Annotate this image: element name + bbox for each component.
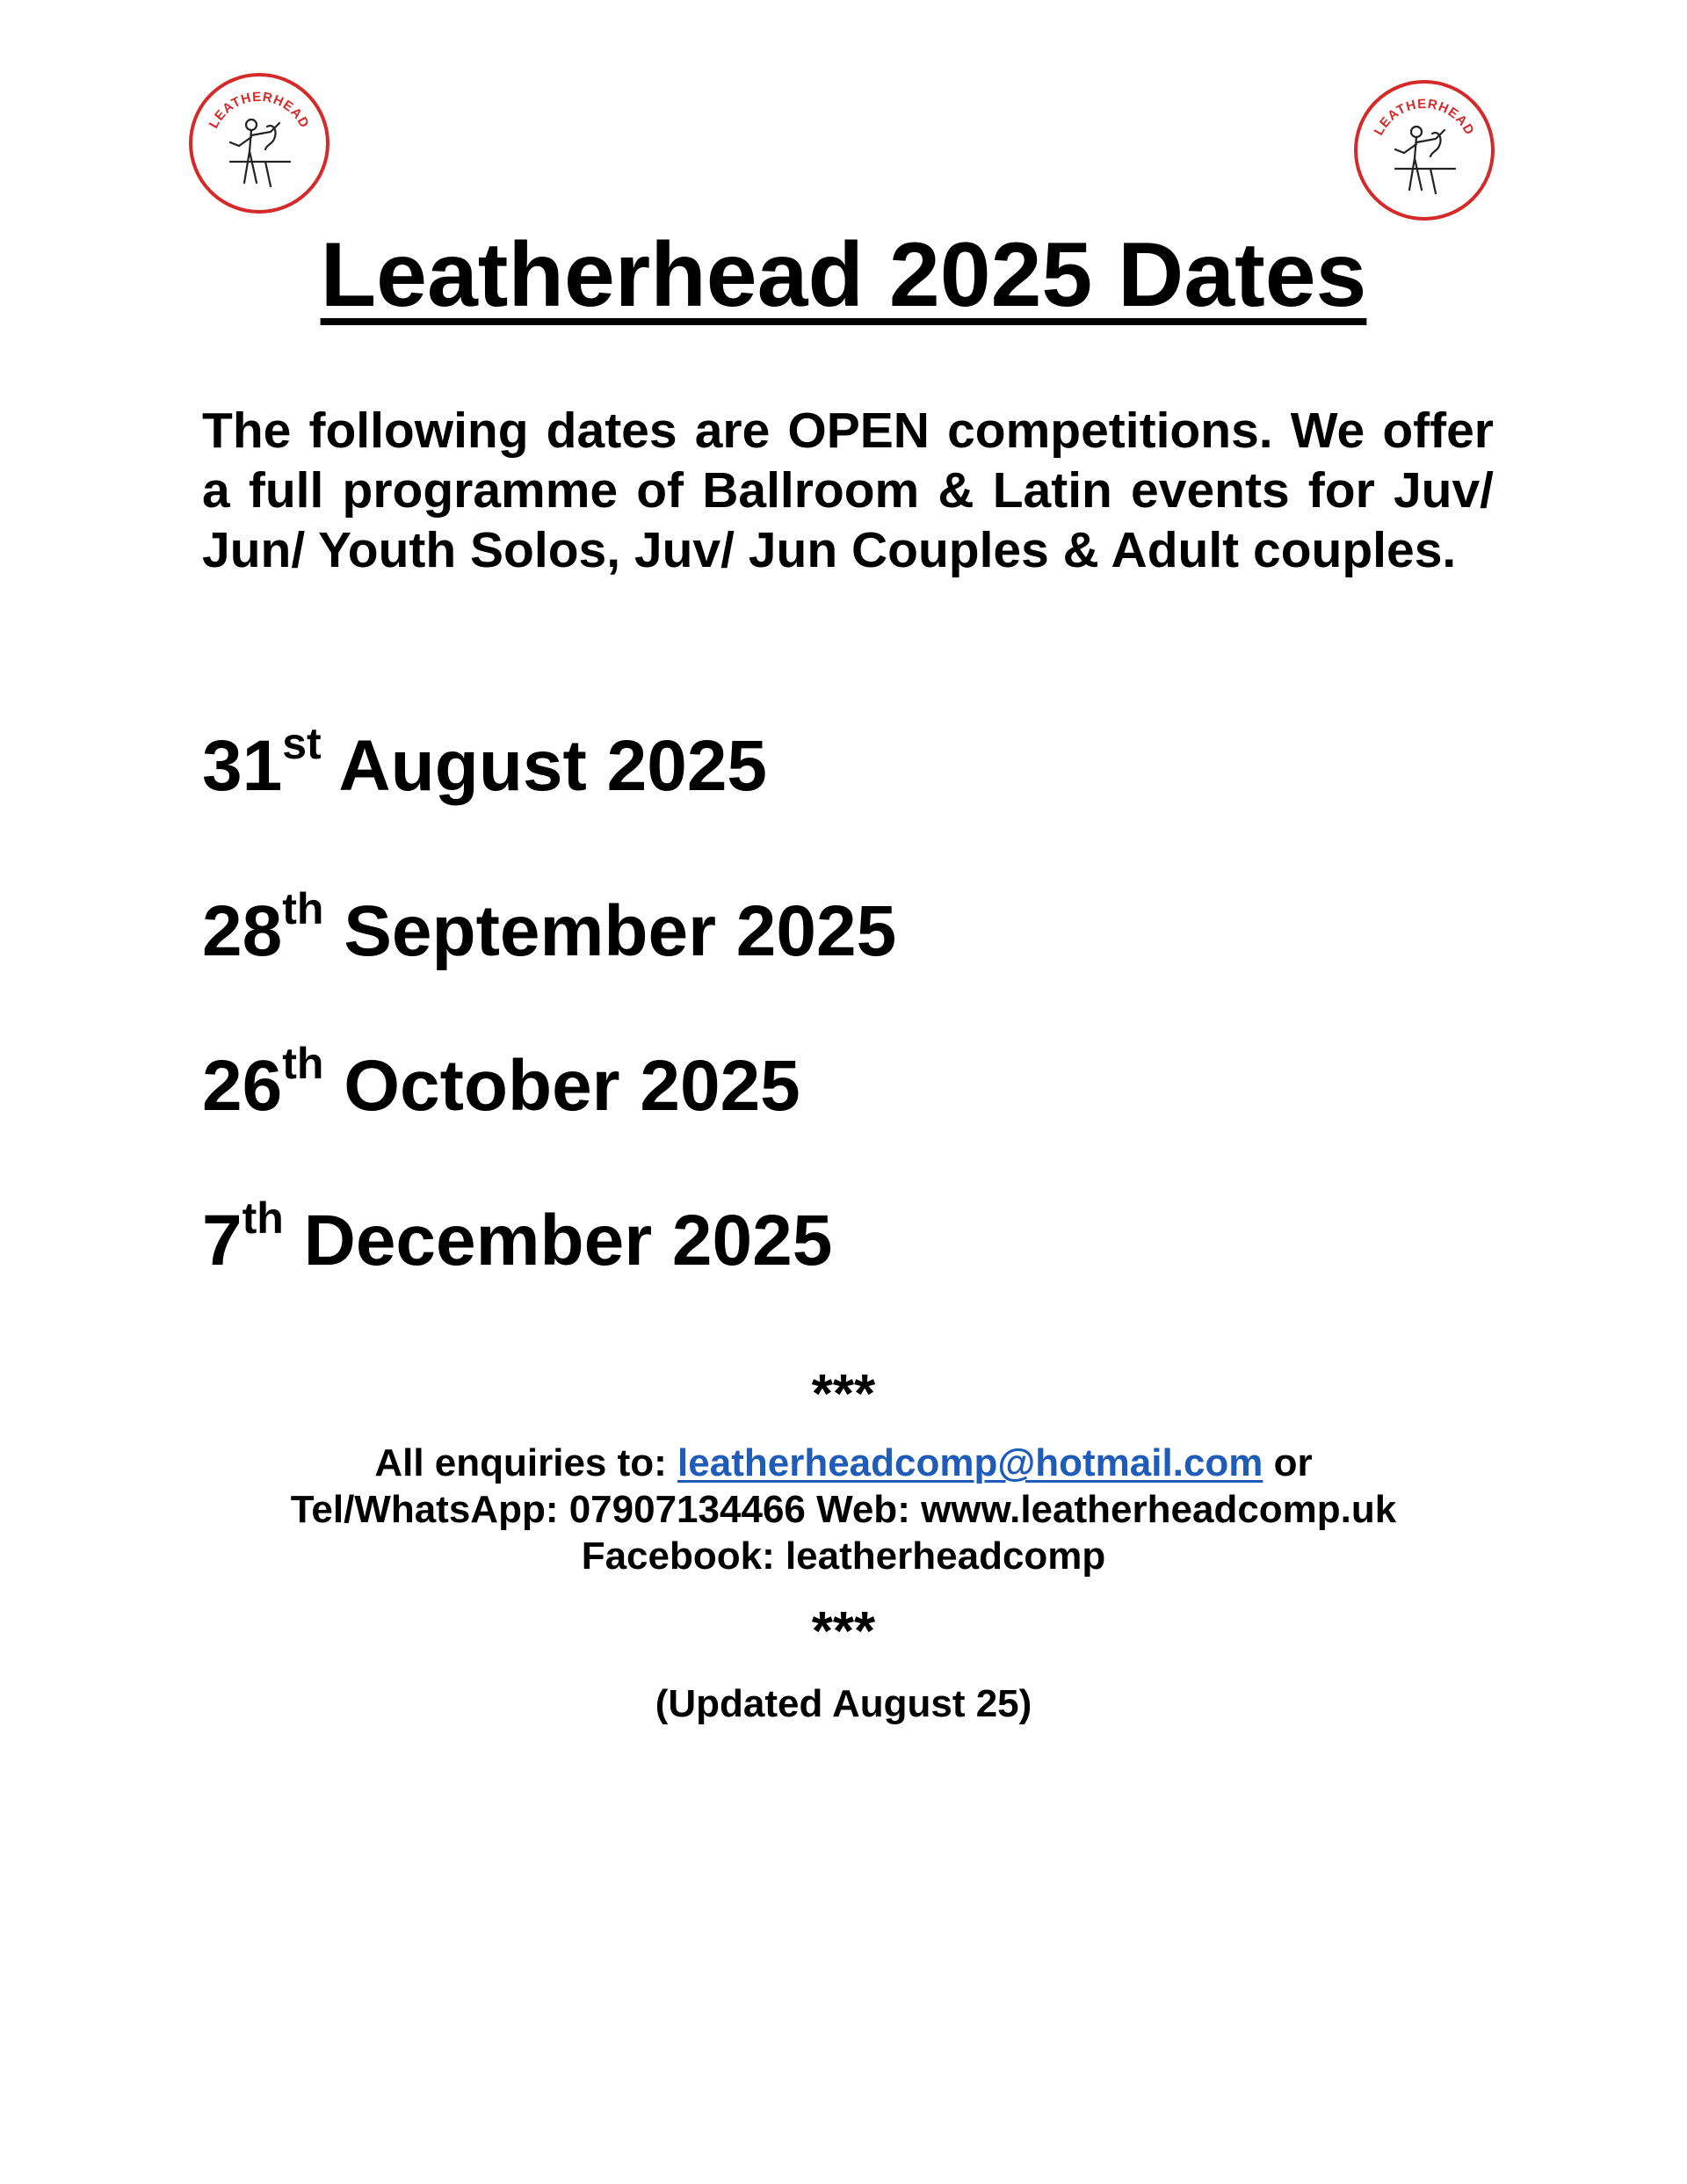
dancing-couple-icon: [1351, 77, 1497, 223]
contact-enquiries-line: [0, 1440, 1687, 1486]
dancing-couple-icon: [186, 70, 332, 216]
or-text: or: [1263, 1441, 1313, 1484]
enquiries-label: All enquiries to:: [374, 1441, 678, 1484]
date-item: [202, 884, 897, 976]
contact-facebook-line: Facebook: leatherheadcomp: [581, 1535, 1106, 1578]
date-day: 26: [202, 1046, 283, 1126]
leatherhead-logo-left: [186, 70, 332, 216]
date-item: [202, 719, 768, 810]
updated-note: (Updated August 25): [655, 1682, 1032, 1725]
date-item: [202, 1194, 833, 1285]
intro-paragraph: The following dates are OPEN competitions. We offer a full programme of Ballroom & Latin events for Juv/ Jun/ Youth Solos, Juv/ Jun Couples & Adult couples.: [202, 403, 1494, 578]
date-suffix: st: [282, 719, 322, 768]
logo-ring-text: LEATHERHEAD: [206, 89, 313, 131]
email-link[interactable]: leatherheadcomp@hotmail.com: [677, 1441, 1263, 1484]
date-month-year: December 2025: [283, 1201, 833, 1281]
date-month-year: October 2025: [323, 1046, 800, 1126]
page-title-text: Leatherhead 2025 Dates: [320, 224, 1367, 326]
date-day: 28: [202, 891, 283, 971]
date-suffix: th: [242, 1194, 284, 1243]
separator-stars: ***: [811, 1364, 876, 1425]
date-day: 7: [202, 1201, 243, 1281]
date-month-year: August 2025: [321, 726, 768, 806]
contact-tel-web-line: Tel/WhatsApp: 07907134466 Web: www.leatherheadcomp.uk: [290, 1488, 1397, 1531]
separator-stars: ***: [811, 1601, 876, 1662]
logo-ring-text: LEATHERHEAD: [1371, 96, 1478, 138]
date-suffix: th: [282, 884, 324, 933]
leatherhead-logo-right: [1351, 77, 1497, 223]
date-item: [202, 1039, 800, 1130]
date-suffix: th: [282, 1039, 324, 1088]
date-day: 31: [202, 726, 283, 806]
date-month-year: September 2025: [323, 891, 897, 971]
page-title: [0, 218, 1687, 332]
